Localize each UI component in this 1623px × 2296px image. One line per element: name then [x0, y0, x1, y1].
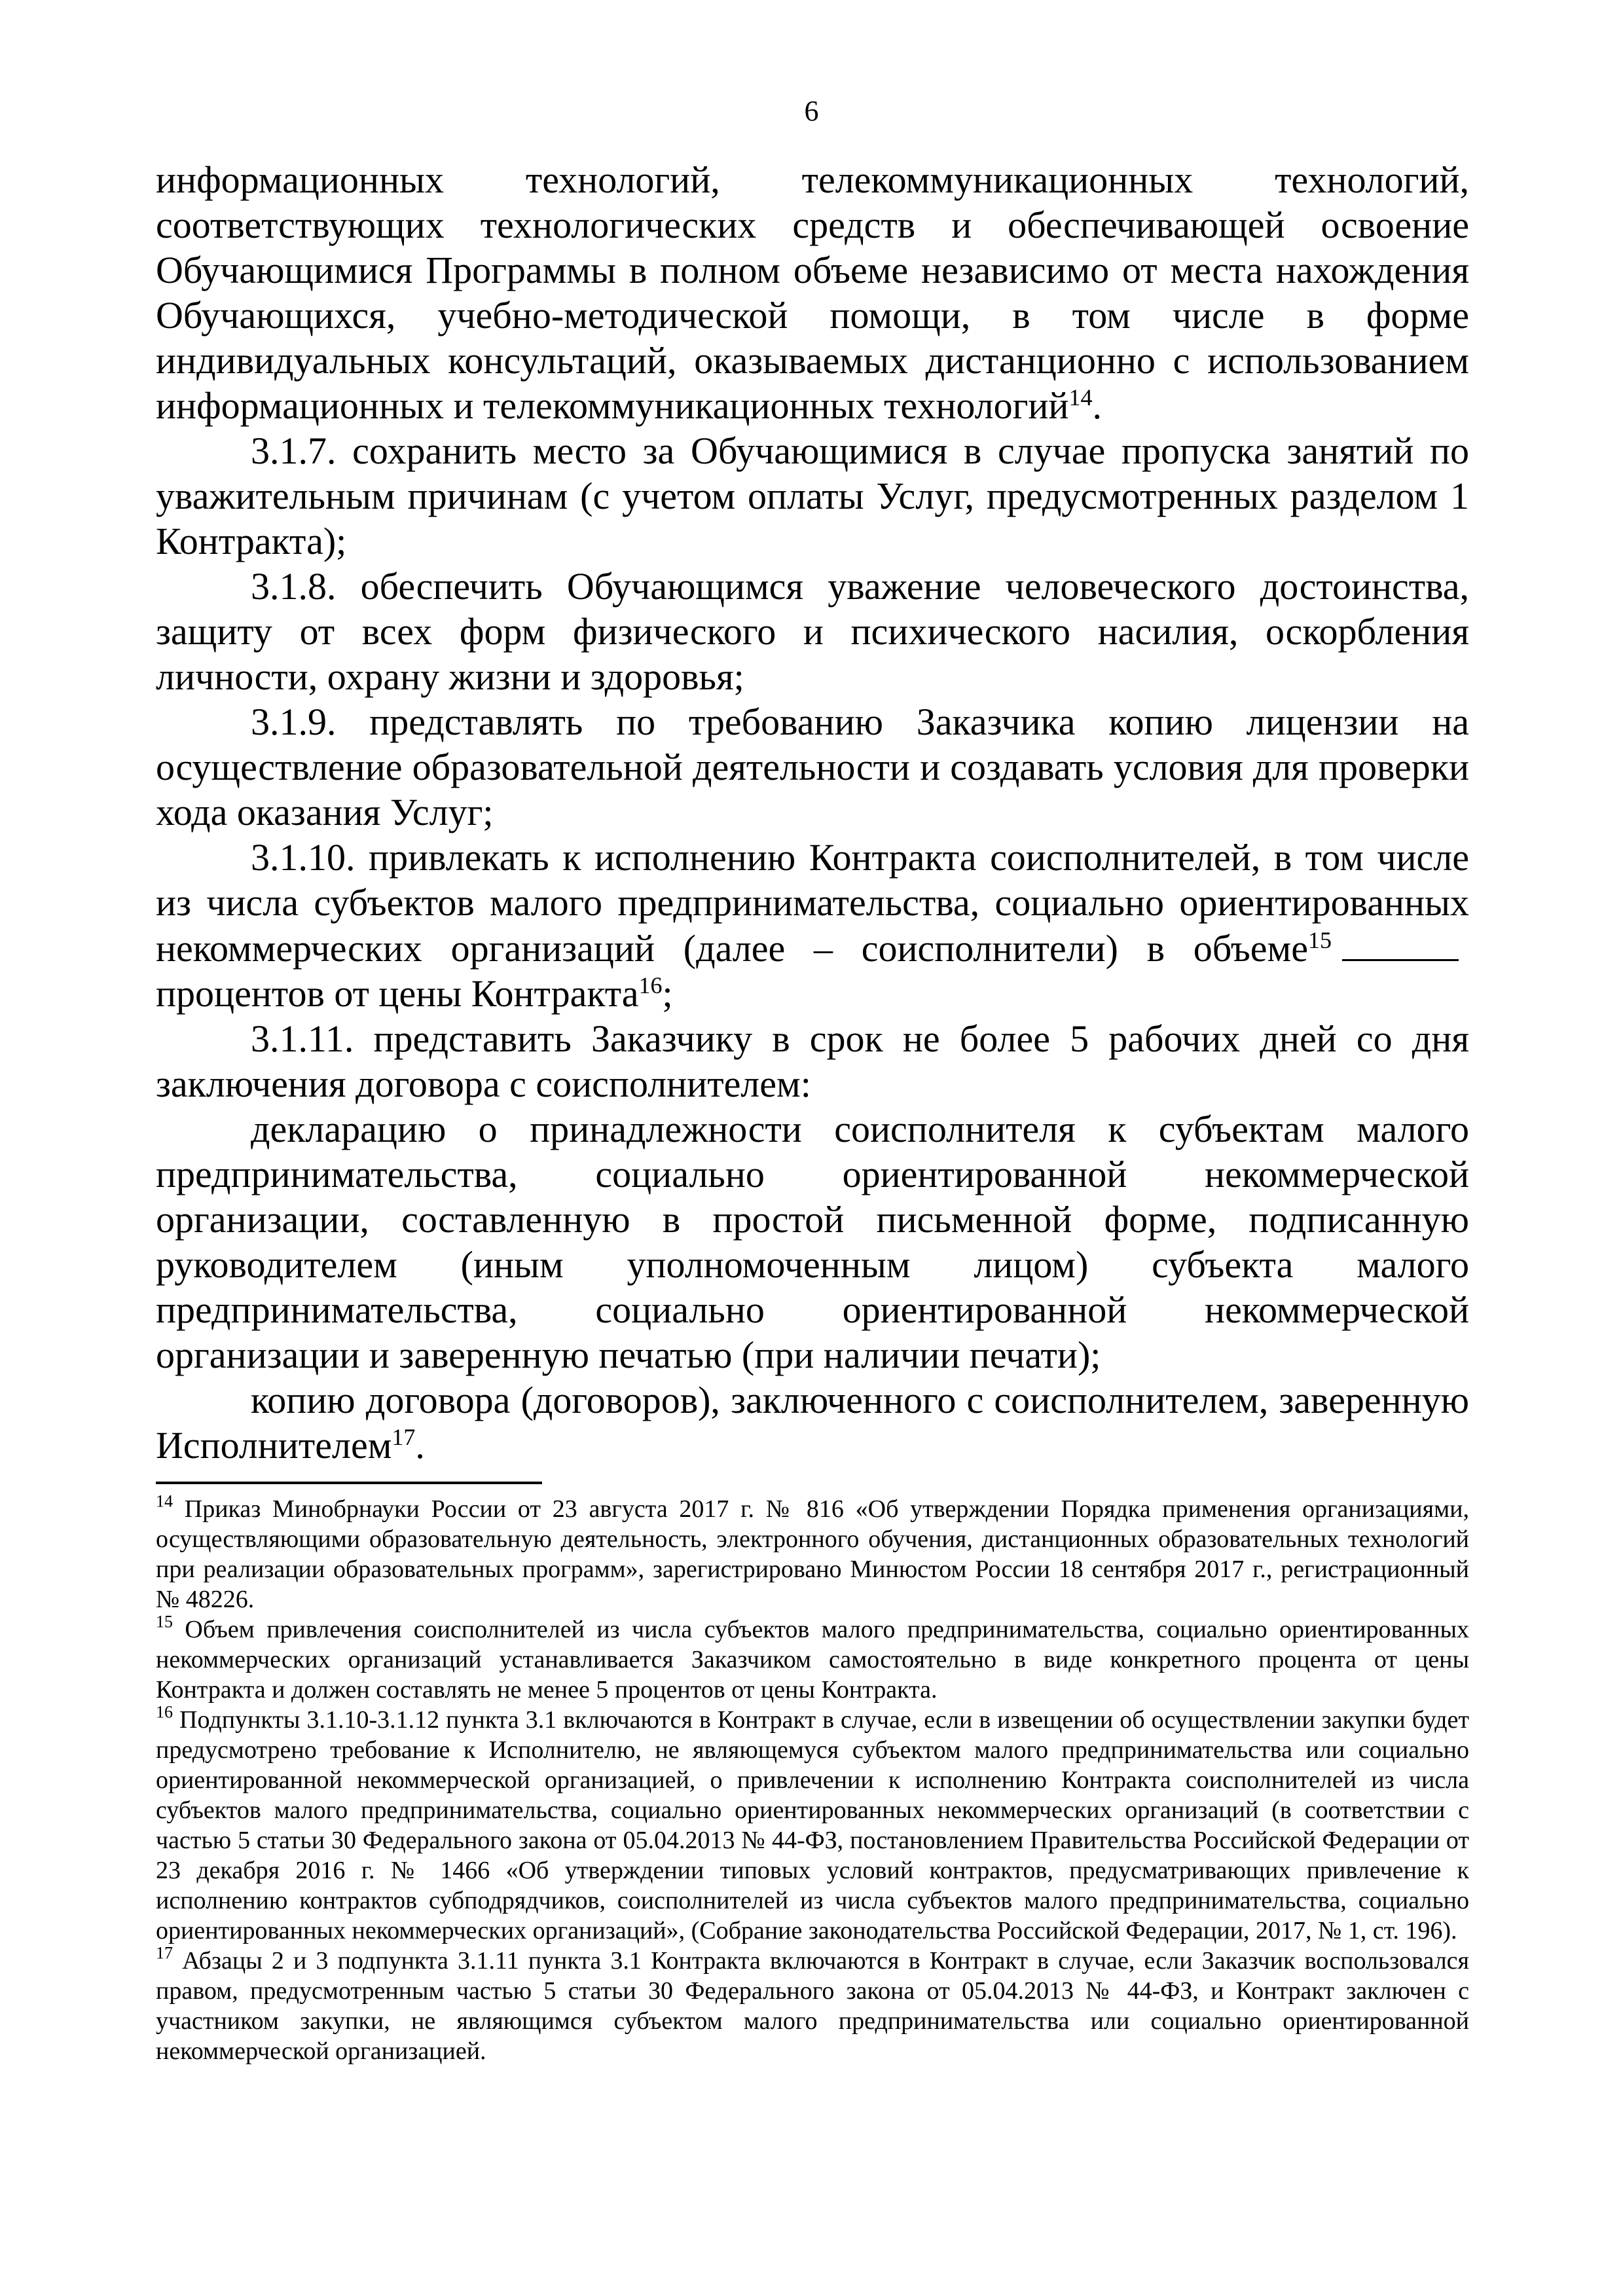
footnote-ref-16: 16 [638, 972, 663, 999]
footnote-17: $^{17}$ Абзацы 2 и 3 подпункта 3.1.11 пункта 3.1 Контракта включаются в Контракт в случае, если Заказчик воспользовался правом, предусмотренным частью 5 статьи 30 Федерального закона от 05.04.2013 № 44-ФЗ, и Контракт заключен с участником закупки, не являющимся субъектом малого предпринимательства или социально ориентированной некоммерческой организацией. [156, 1943, 1469, 2065]
main-text [156, 157, 1469, 1468]
blank-percent-field [1342, 925, 1459, 961]
footnote-ref-14: 14 [1068, 384, 1093, 411]
footnote-15: $^{15}$ Объем привлечения соисполнителей из числа субъектов малого предпринимательства, социально ориентированных некоммерческих организаций устанавливается Заказчиком самостоятельно в виде конкретного процента от цены Контракта и должен составлять не менее 5 процентов от цены Контракта. [156, 1612, 1469, 1704]
paragraph-3-1-10: 3.1.10. привлекать к исполнению Контракта соисполнителей, в том числе из числа субъектов малого предпринимательства, социально ориентированных некоммерческих организаций (далее – соисполнители) в объеме$^{15}$процентов от цены Контракта$^{16}$; [156, 836, 1469, 1015]
paragraph-3-1-7: 3.1.7. сохранить место за Обучающимися в случае пропуска занятий по уважительным причинам (с учетом оплаты Услуг, предусмотренных разделом 1 Контракта); [156, 429, 1469, 562]
footnotes [156, 1491, 1470, 2066]
footnote-separator [156, 1482, 542, 1484]
footnote-ref-17: 17 [392, 1424, 416, 1451]
paragraph-3-1-8: 3.1.8. обеспечить Обучающимся уважение человеческого достоинства, защиту от всех форм физического и психического насилия, оскорбления личности, охрану жизни и здоровья; [156, 565, 1469, 698]
paragraph-3-1-11: 3.1.11. представить Заказчику в срок не более 5 рабочих дней со дня заключения договора с соисполнителем: [156, 1017, 1469, 1105]
footnote-ref-15: 15 [1308, 927, 1332, 954]
paragraph-declaration: декларацию о принадлежности соисполнителя к субъектам малого предпринимательства, социально ориентированной некоммерческой организации, составленную в простой письменной форме, подписанную руководителем (иным уполномоченным лицом) субъекта малого предпринимательства, социально ориентированной некоммерческой организации и заверенную печатью (при наличии печати); [156, 1108, 1469, 1376]
page-number: 6 [804, 95, 819, 127]
paragraph-3-1-9: 3.1.9. представлять по требованию Заказчика копию лицензии на осуществление образовательной деятельности и создавать условия для проверки хода оказания Услуг; [156, 701, 1469, 833]
paragraph-continuation: информационных технологий, телекоммуникационных технологий, соответствующих технологических средств и обеспечивающей освоение Обучающимися Программы в полном объеме независимо от места нахождения Обучающихся, учебно-методической помощи, в том числе в форме индивидуальных консультаций, оказываемых дистанционно с использованием информационных и телекоммуникационных технологий$^{14}$. [156, 158, 1469, 427]
paragraph-contract-copy: копию договора (договоров), заключенного с соисполнителем, заверенную Исполнителем$^{17}$. [156, 1379, 1469, 1467]
footnote-16: $^{16}$ Подпункты 3.1.10-3.1.12 пункта 3.1 включаются в Контракт в случае, если в извещении об осуществлении закупки будет предусмотрено требование к Исполнителю, не являющемуся субъектом малого предпринимательства или социально ориентированной некоммерческой организацией, о привлечении к исполнению Контракта соисполнителей из числа субъектов малого предпринимательства, социально ориентированных некоммерческих организаций (в соответствии с частью 5 статьи 30 Федерального закона от 05.04.2013 № 44-ФЗ, постановлением Правительства Российской Федерации от 23 декабря 2016 г. № 1466 «Об утверждении типовых условий контрактов, предусматривающих привлечение к исполнению контрактов субподрядчиков, соисполнителей из числа субъектов малого предпринимательства, социально ориентированных некоммерческих организаций», (Собрание законодательства Российской Федерации, 2017, № 1, ст. 196). [156, 1702, 1469, 1944]
footnote-14: $^{14}$ Приказ Минобрнауки России от 23 августа 2017 г. № 816 «Об утверждении Порядка применения организациями, осуществляющими образовательную деятельность, электронного обучения, дистанционных образовательных технологий при реализации образовательных программ», зарегистрировано Минюстом России 18 сентября 2017 г., регистрационный № 48226. [156, 1491, 1470, 1613]
